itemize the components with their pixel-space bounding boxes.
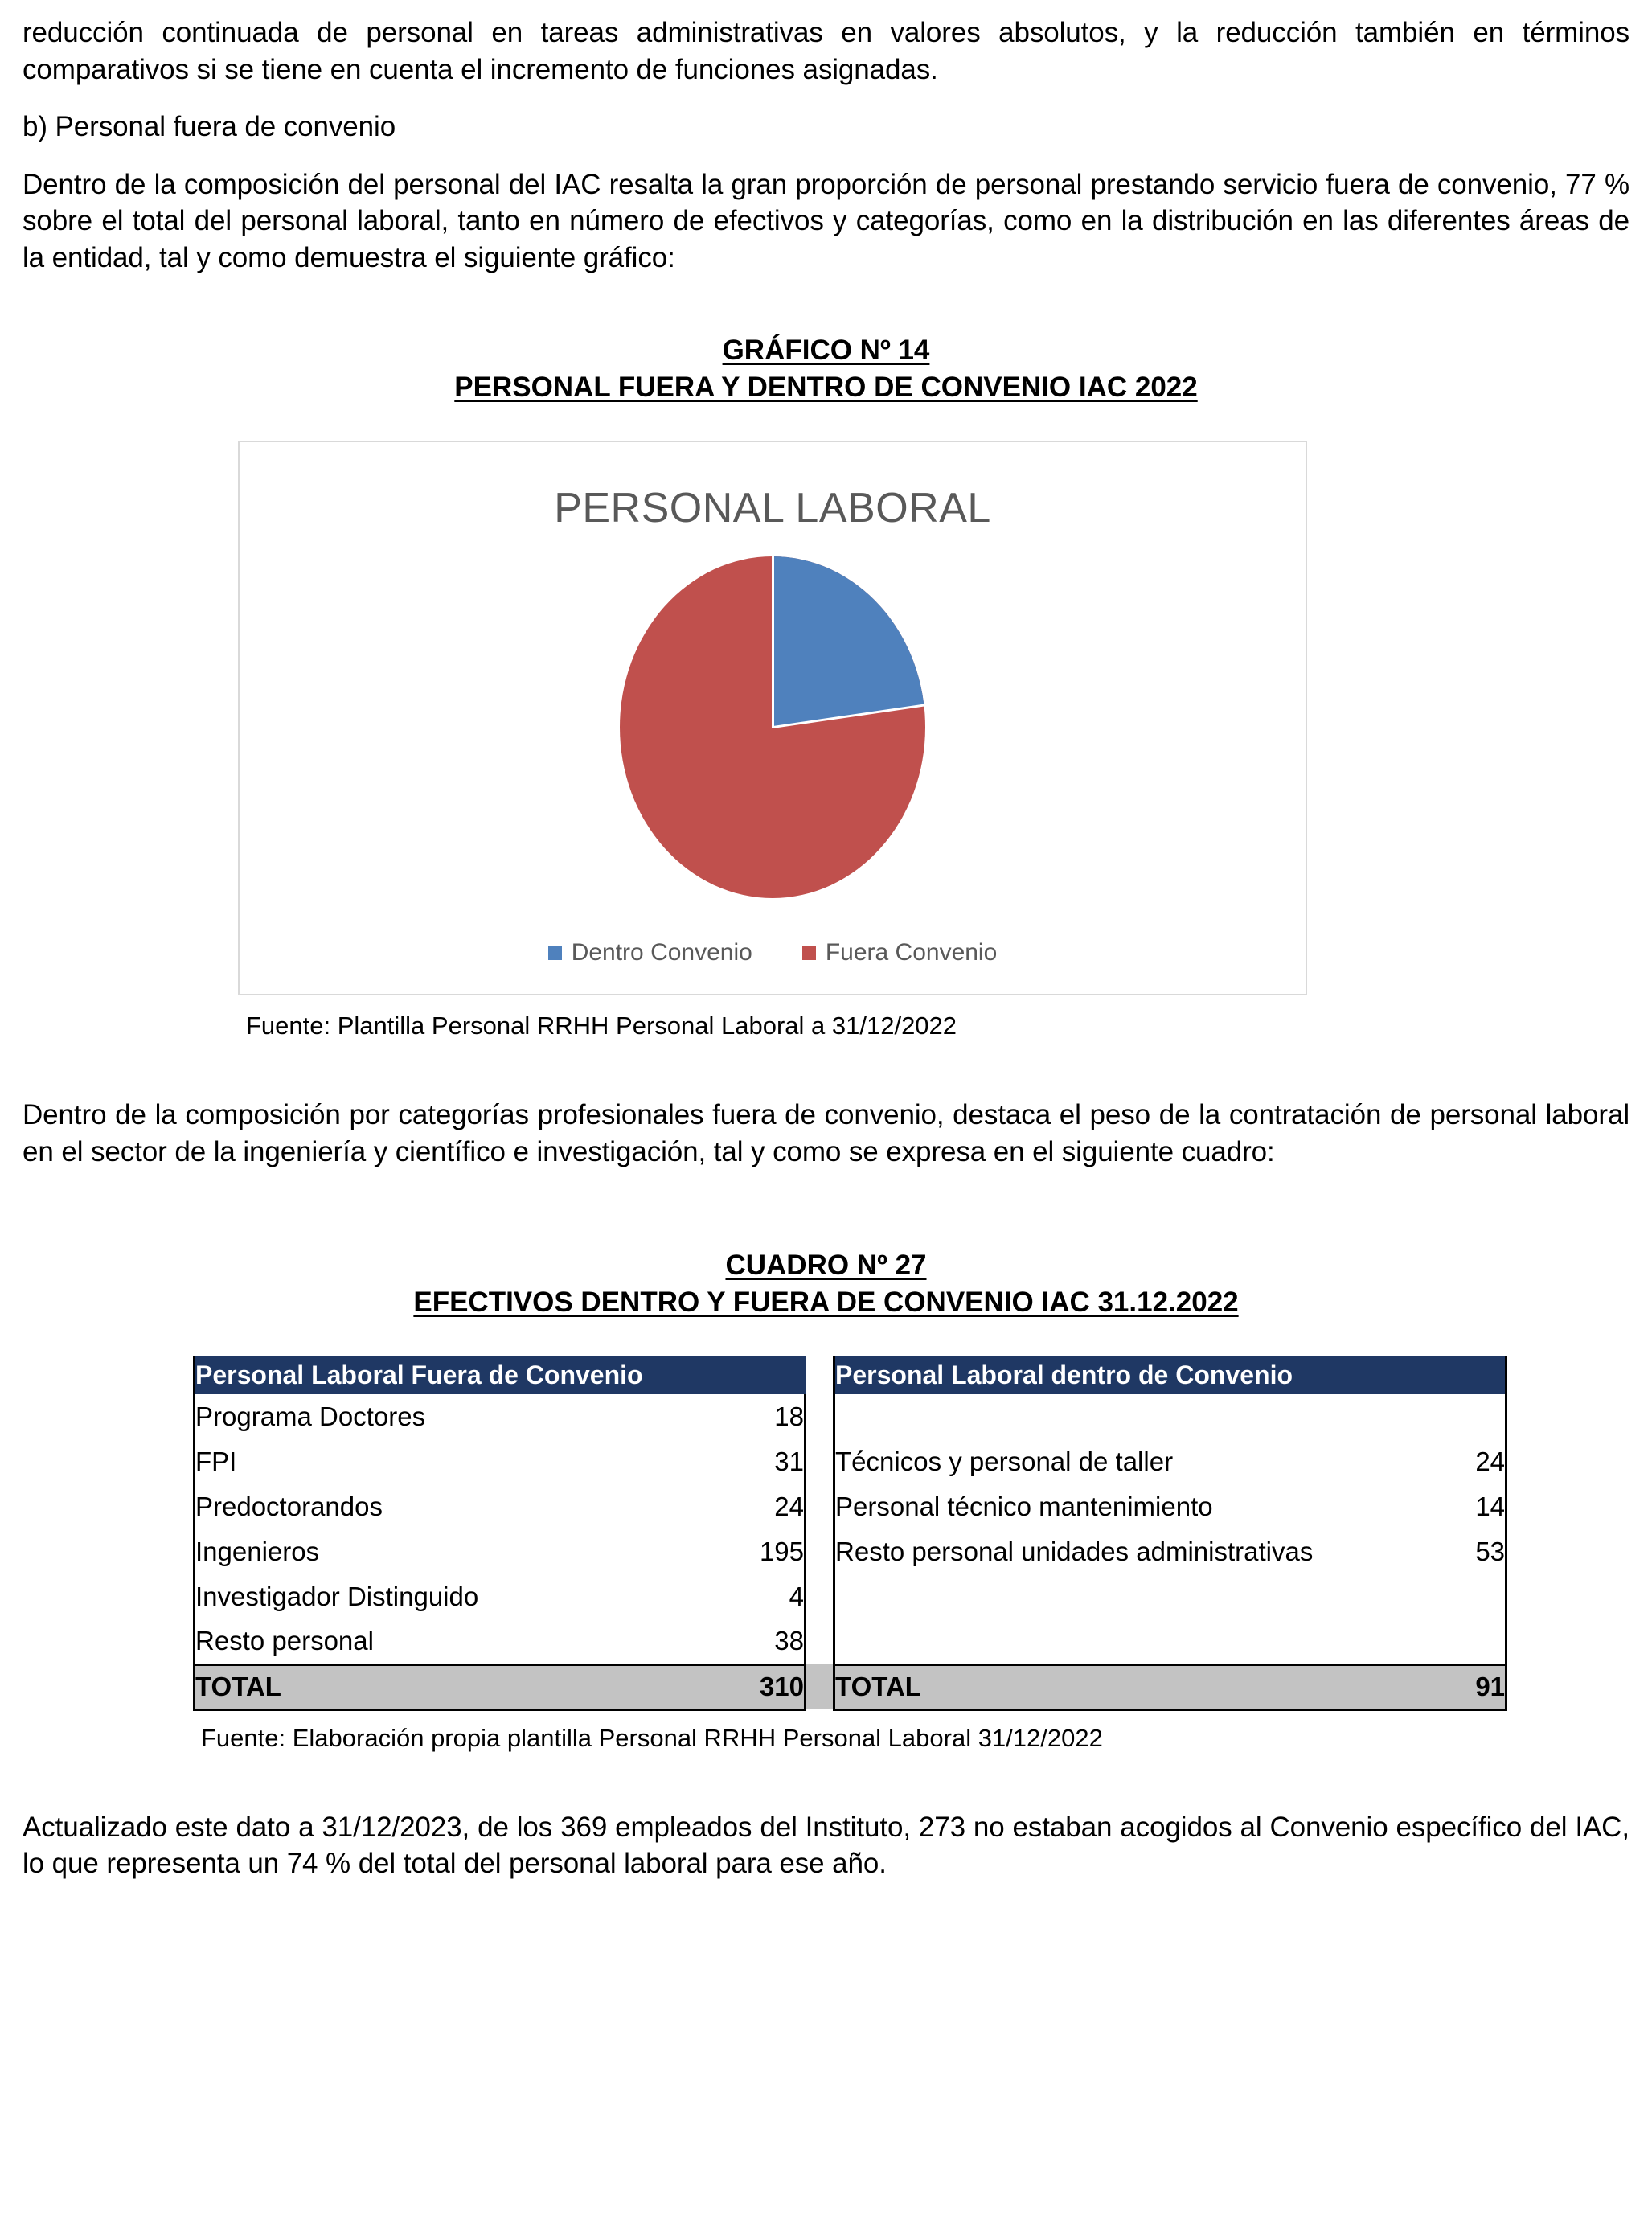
table-row: [195, 1529, 1506, 1574]
cell-right-label: Resto personal unidades administrativas: [834, 1529, 1397, 1574]
cell-left-value: 195: [645, 1529, 806, 1574]
cell-left-total-value: 310: [645, 1664, 806, 1709]
cell-left-value: 4: [645, 1574, 806, 1619]
efectivos-table: [193, 1356, 1507, 1711]
section-heading-b: b) Personal fuera de convenio: [23, 111, 396, 142]
figure-caption: Fuente: Plantilla Personal RRHH Personal Laboral a 31/12/2022: [246, 1011, 957, 1040]
spacer: [23, 405, 1629, 441]
table-figure: [23, 1356, 1629, 1711]
table-header-left: Personal Laboral Fuera de Convenio: [195, 1356, 806, 1394]
spacer: [23, 88, 1629, 109]
cell-right-value: 14: [1397, 1484, 1506, 1529]
cell-left-label: Investigador Distinguido: [195, 1574, 645, 1619]
spacer: [23, 146, 1629, 166]
table-header-row: [195, 1356, 1506, 1394]
table-heading: [23, 1247, 1629, 1320]
paragraph-closing: Actualizado este dato a 31/12/2023, de los 369 empleados del Instituto, 273 no estaban acogidos al Convenio específico del IAC, lo que representa un 74 % del total del personal laboral para ese año.: [23, 1811, 1629, 1879]
cell-right-label: [834, 1574, 1397, 1619]
table-row: [195, 1439, 1506, 1484]
table-header-right: Personal Laboral dentro de Convenio: [834, 1356, 1506, 1394]
legend-item-dentro-convenio: [548, 939, 752, 966]
pie-holder: [240, 556, 1306, 898]
table-row: [195, 1484, 1506, 1529]
chart-legend: [240, 939, 1306, 966]
cell-left-label: FPI: [195, 1439, 645, 1484]
paragraph-body-1: Dentro de la composición del personal del IAC resalta la gran proporción de personal prestando servicio fuera de convenio, 77 % sobre el total del personal laboral, tanto en número de efectivos y categorías, como en la distribución en las diferentes áreas de la entidad, tal y como demuestra el siguiente gráfico:: [23, 168, 1629, 273]
legend-label-dentro-convenio: Dentro Convenio: [571, 939, 752, 966]
figure-heading: [23, 332, 1629, 405]
table-heading-line-1: CUADRO Nº 27: [725, 1249, 927, 1281]
figure-heading-line-1: GRÁFICO Nº 14: [722, 334, 930, 366]
chart-plot-area: [238, 441, 1307, 995]
cell-right-label: [834, 1619, 1397, 1664]
spacer: [23, 1753, 1629, 1809]
table-row: [195, 1394, 1506, 1439]
chart-title: PERSONAL LABORAL: [554, 485, 991, 531]
table-row: [195, 1574, 1506, 1619]
table-heading-line-2: EFECTIVOS DENTRO Y FUERA DE CONVENIO IAC 31.12.2022: [413, 1286, 1239, 1318]
cell-left-value: 18: [645, 1394, 806, 1439]
cell-left-value: 24: [645, 1484, 806, 1529]
legend-swatch-blue-icon: [548, 946, 562, 960]
pie-separator-start: [772, 556, 774, 728]
cell-spacer: [806, 1484, 834, 1529]
cell-left-total-label: TOTAL: [195, 1664, 645, 1709]
cell-right-value: 53: [1397, 1529, 1506, 1574]
paragraph-body-2: Dentro de la composición por categorías profesionales fuera de convenio, destaca el peso de la contratación de personal laboral en el sector de la ingeniería y científico e investigación, tal y como se expresa en el siguiente cuadro:: [23, 1099, 1629, 1167]
pie-chart: [620, 556, 925, 898]
cell-spacer: [806, 1619, 834, 1664]
cell-left-label: Ingenieros: [195, 1529, 645, 1574]
cell-left-value: 31: [645, 1439, 806, 1484]
spacer: [23, 1170, 1629, 1247]
cell-spacer: [806, 1394, 834, 1439]
cell-right-total-label: TOTAL: [834, 1664, 1397, 1709]
chart-figure: [23, 441, 1629, 995]
cell-left-value: 38: [645, 1619, 806, 1664]
cell-right-label: Técnicos y personal de taller: [834, 1439, 1397, 1484]
legend-item-fuera-convenio: [802, 939, 997, 966]
table-total-row: [195, 1664, 1506, 1709]
legend-label-fuera-convenio: Fuera Convenio: [825, 939, 998, 966]
cell-right-total-value: 91: [1397, 1664, 1506, 1709]
cell-right-value: [1397, 1574, 1506, 1619]
cell-right-value: 24: [1397, 1439, 1506, 1484]
cell-spacer: [806, 1529, 834, 1574]
cell-right-label: [834, 1394, 1397, 1439]
cell-left-label: Programa Doctores: [195, 1394, 645, 1439]
cell-right-label: Personal técnico mantenimiento: [834, 1484, 1397, 1529]
cell-right-value: [1397, 1619, 1506, 1664]
cell-left-label: Predoctorandos: [195, 1484, 645, 1529]
spacer: [23, 1040, 1629, 1097]
cell-spacer: [806, 1664, 834, 1709]
legend-swatch-red-icon: [802, 946, 816, 960]
table-caption: Fuente: Elaboración propia plantilla Personal RRHH Personal Laboral 31/12/2022: [201, 1723, 1103, 1752]
spacer: [23, 276, 1629, 332]
cell-left-label: Resto personal: [195, 1619, 645, 1664]
spacer: [23, 1320, 1629, 1356]
table-header-spacer: [806, 1356, 834, 1394]
table-body: [195, 1394, 1506, 1709]
figure-heading-line-2: PERSONAL FUERA Y DENTRO DE CONVENIO IAC 2022: [454, 371, 1198, 403]
cell-spacer: [806, 1439, 834, 1484]
table-row: [195, 1619, 1506, 1664]
cell-right-value: [1397, 1394, 1506, 1439]
paragraph-intro: reducción continuada de personal en tareas administrativas en valores absolutos, y la reducción también en términos comparativos si se tiene en cuenta el incremento de funciones asignadas.: [23, 17, 1629, 85]
cell-spacer: [806, 1574, 834, 1619]
